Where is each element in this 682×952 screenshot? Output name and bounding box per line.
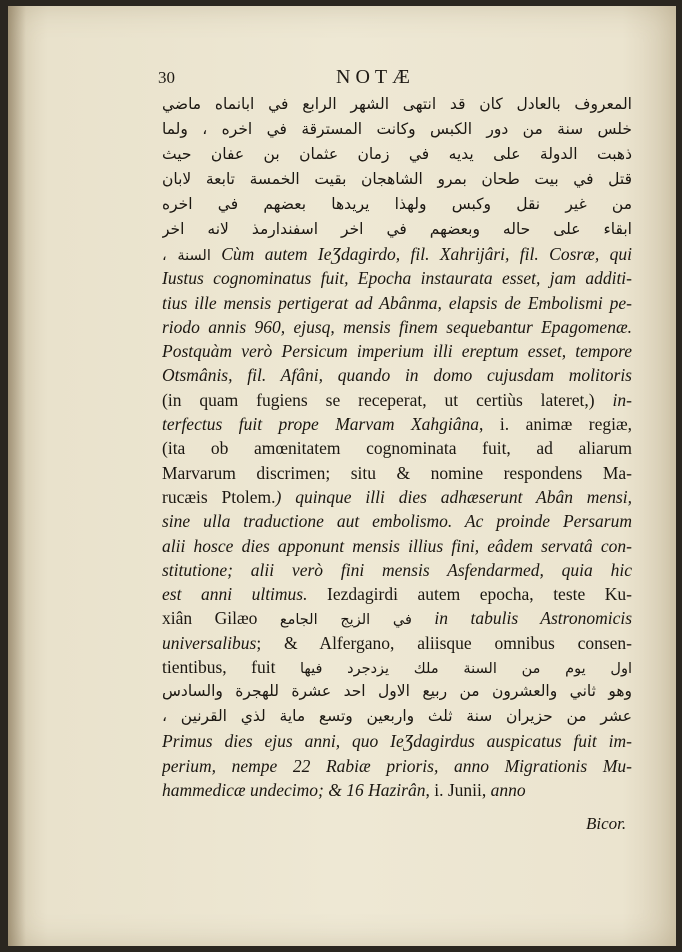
- roman-text: rucæis Ptolem.: [162, 486, 276, 507]
- arabic-text-line: المعروف بالعادل كان قد انتهى الشهر الرابع في ابانماه ماضي: [162, 95, 632, 113]
- italic-text: Iustus cognominatus fuit, Epocha instaurata esset, jam additi-: [162, 268, 632, 289]
- latin-text-line: [162, 582, 632, 606]
- latin-text-line: [162, 606, 632, 630]
- latin-text-line: [162, 655, 632, 679]
- arabic-text-line: قتل في بيت طحان بمرو الشاهجان بقيت الخمسة تابعة لابان: [162, 170, 632, 188]
- roman-text: (in quam fugiens se receperat, ut certiùs lateret,): [162, 389, 613, 410]
- latin-text-line: [162, 778, 632, 802]
- italic-text: Otsmânis, fil. Afâni, quando in domo cujusdam molitoris: [162, 365, 632, 386]
- italic-text: universalibus: [162, 632, 257, 653]
- italic-text: est anni ultimus.: [162, 584, 308, 605]
- latin-text-line: [162, 485, 632, 509]
- running-title: NOTÆ: [336, 66, 415, 88]
- roman-text: tientibus, fuit: [162, 657, 300, 678]
- latin-text-line: [162, 558, 632, 582]
- italic-text: Primus dies ejus anni, quo IeƷdagirdus auspicatus fuit im-: [162, 731, 632, 752]
- latin-text-line: [162, 509, 632, 533]
- latin-text-line: [162, 339, 632, 363]
- arabic-inline-text: في الزيج الجامع: [279, 612, 412, 629]
- italic-text: perium, nempe 22 Rabiæ prioris, anno Migrationis Mu-: [162, 755, 632, 776]
- roman-text: xiân Gilæo: [162, 608, 280, 629]
- arabic-text-line: عشر من حزيران سنة ثلث واربعين وتسع ماية لذي القرنين ،: [162, 707, 632, 726]
- arabic-text-line: وهو ثاني والعشرون من ربيع الاول احد عشرة للهجرة والسادس: [162, 682, 632, 701]
- arabic-text-line: من غير نقل وكبس ولهذا يريدها بعضهم في اخره: [162, 195, 632, 213]
- italic-text: in-: [612, 389, 632, 410]
- latin-text-line: [162, 388, 632, 412]
- latin-text-line: [162, 315, 632, 339]
- latin-text-line: [162, 266, 632, 290]
- latin-text-line: [162, 436, 632, 460]
- arabic-inline-text: اول يوم من السنة ملك يزدجرد فيها: [299, 661, 632, 678]
- italic-text: sine ulla traductione aut embolismo. Ac proinde Persarum: [162, 511, 632, 532]
- italic-text: tius ille mensis pertigerat ad Abânma, elapsis de Embolismi pe-: [162, 292, 632, 313]
- arabic-inline-text: السنة ،: [162, 248, 211, 264]
- latin-text-line: [162, 363, 632, 387]
- book-page: [8, 6, 676, 946]
- roman-text: , i. animæ regiæ,: [479, 414, 632, 435]
- catchword: Bicor.: [586, 814, 627, 833]
- text-body: [162, 92, 632, 802]
- italic-text: Cùm autem IeƷdagirdo, fil. Xahrijâri, fil. Cosræ, qui: [210, 244, 632, 264]
- latin-text-line: [162, 412, 632, 436]
- latin-text-line: [162, 729, 632, 753]
- italic-text: Postquàm verò Persicum imperium illi ereptum esset, tempore: [162, 341, 632, 362]
- latin-text-line: [162, 754, 632, 778]
- roman-text: Marvarum discrimen; situ & nomine respondens Ma-: [162, 462, 632, 483]
- roman-text: , i. Junii,: [425, 779, 491, 800]
- page-header: [158, 66, 578, 92]
- latin-text-line: [162, 534, 632, 558]
- italic-text: in tabulis Astronomicis: [411, 608, 632, 629]
- roman-text: Iezdagirdi autem epocha, teste Ku-: [307, 584, 632, 605]
- italic-text: hammedicæ undecimo; & 16 Hazirân: [162, 779, 426, 800]
- italic-text: alii hosce dies apponunt mensis illius fini, eâdem servatâ con-: [162, 535, 632, 556]
- roman-text: ; & Alfergano, aliisque omnibus consen-: [256, 632, 632, 653]
- italic-text: anno: [490, 779, 526, 800]
- latin-text-line: [162, 461, 632, 485]
- latin-text-line: [162, 631, 632, 655]
- arabic-text-line: ابقاء على حاله وبعضهم في اخر اسفندارمذ لانه اخر: [162, 220, 632, 238]
- italic-text: ) quinque illi dies adhæserunt Abân mensi,: [275, 486, 632, 507]
- arabic-text-line: ذهبت الدولة على يديه في زمان عثمان بن عفان حيث: [162, 145, 632, 163]
- arabic-text-line: خلس سنة من دور الكبس وكانت المسترقة في اخره ، ولما: [162, 120, 632, 138]
- italic-text: stitutione; alii verò fini mensis Asfendarmed, quia hic: [162, 559, 632, 580]
- mixed-text-line: [162, 242, 632, 266]
- italic-text: riodo annis 960, ejusq, mensis finem sequebantur Epagomenæ.: [162, 316, 632, 337]
- page-number: 30: [158, 68, 175, 87]
- italic-text: terfectus fuit prope Marvam Xahgiâna: [162, 414, 480, 435]
- roman-text: (ita ob amœnitatem cognominata fuit, ad aliarum: [162, 438, 632, 459]
- latin-text-line: [162, 291, 632, 315]
